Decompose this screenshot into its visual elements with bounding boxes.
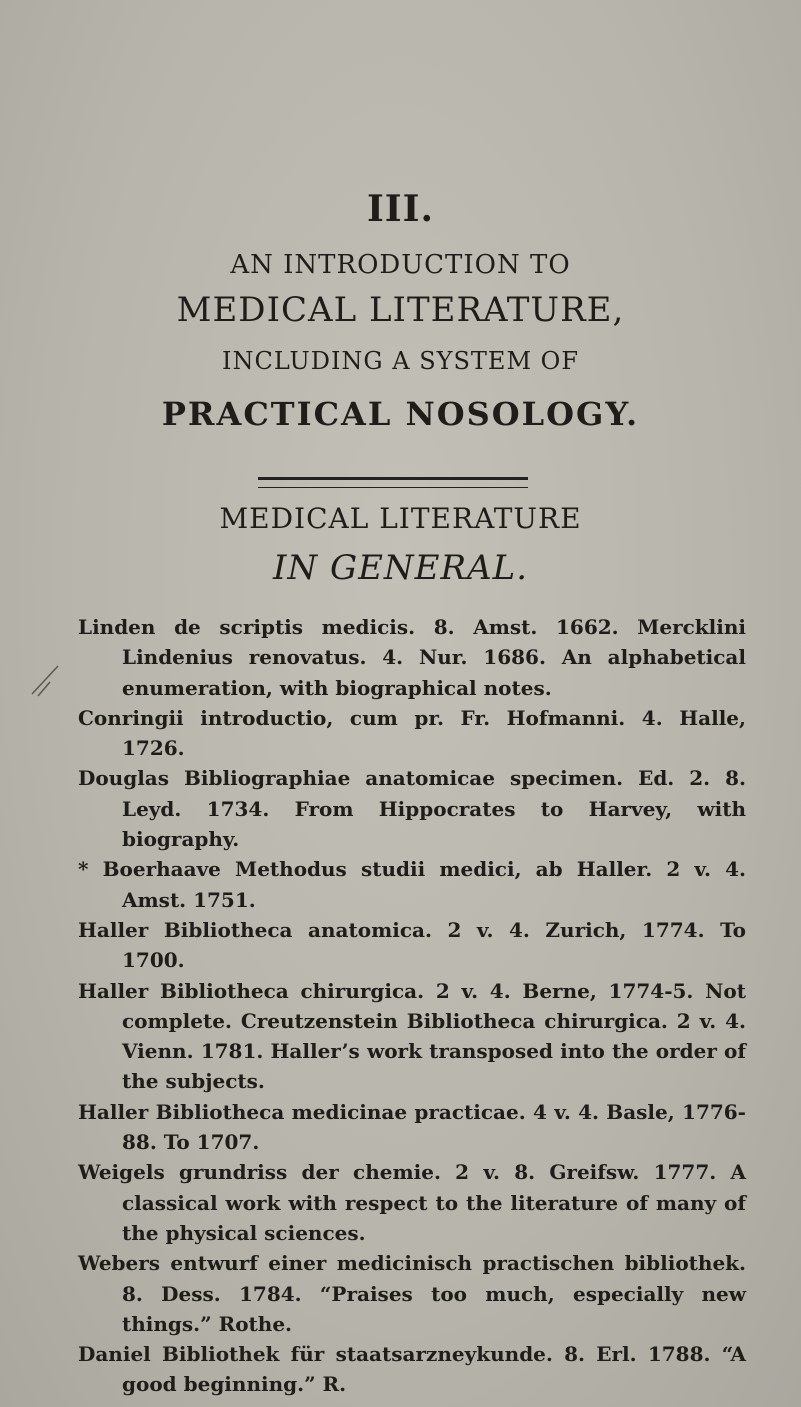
subsection-subtitle: IN GENERAL.: [272, 548, 529, 588]
list-item: Douglas Bibliographiae anatomicae specimen. Ed. 2. 8. Leyd. 1734. From Hippocrates to Harvey, with biography.: [78, 766, 746, 852]
pencil-mark-icon: [28, 660, 62, 700]
subsection-title: MEDICAL LITERATURE: [219, 502, 582, 535]
list-item: Haller Bibliotheca anatomica. 2 v. 4. Zurich, 1774. To 1700.: [78, 917, 746, 973]
list-item: Linden de scriptis medicis. 8. Amst. 1662. Mercklini Lindenius renovatus. 4. Nur. 1686. An alphabetical enumeration, with biographical notes.: [78, 615, 746, 700]
title-line-4: PRACTICAL NOSOLOGY.: [161, 395, 640, 433]
list-item: Daniel Bibliothek für staatsarzneykunde. 8. Erl. 1788. “A good beginning.” R.: [78, 1342, 746, 1397]
title-line-2: MEDICAL LITERATURE,: [176, 290, 625, 330]
list-item: Conringii introductio, cum pr. Fr. Hofmanni. 4. Halle, 1726.: [78, 705, 746, 761]
list-item: Haller Bibliotheca chirurgica. 2 v. 4. Berne, 1774-5. Not complete. Creutzenstein Bibliotheca chirurgica. 2 v. 4. Vienn. 1781. Haller’s work transposed into the order of the subjects.: [78, 978, 746, 1094]
list-item: * Boerhaave Methodus studii medici, ab Haller. 2 v. 4. Amst. 1751.: [78, 857, 746, 912]
title-line-1: AN INTRODUCTION TO: [230, 250, 571, 280]
list-item: Weigels grundriss der chemie. 2 v. 8. Greifsw. 1777. A classical work with respect to the literature of many of the physical sciences.: [78, 1160, 746, 1245]
title-line-3: INCLUDING A SYSTEM OF: [222, 347, 579, 375]
section-numeral: III.: [366, 188, 435, 230]
list-item: Webers entwurf einer medicinisch practischen bibliothek. 8. Dess. 1784. “Praises too much, especially new things.” Rothe.: [78, 1251, 746, 1336]
section-divider: [258, 477, 528, 488]
bibliography-list: [78, 612, 746, 1400]
list-item: Haller Bibliotheca medicinae practicae. 4 v. 4. Basle, 1776-88. To 1707.: [78, 1099, 746, 1155]
